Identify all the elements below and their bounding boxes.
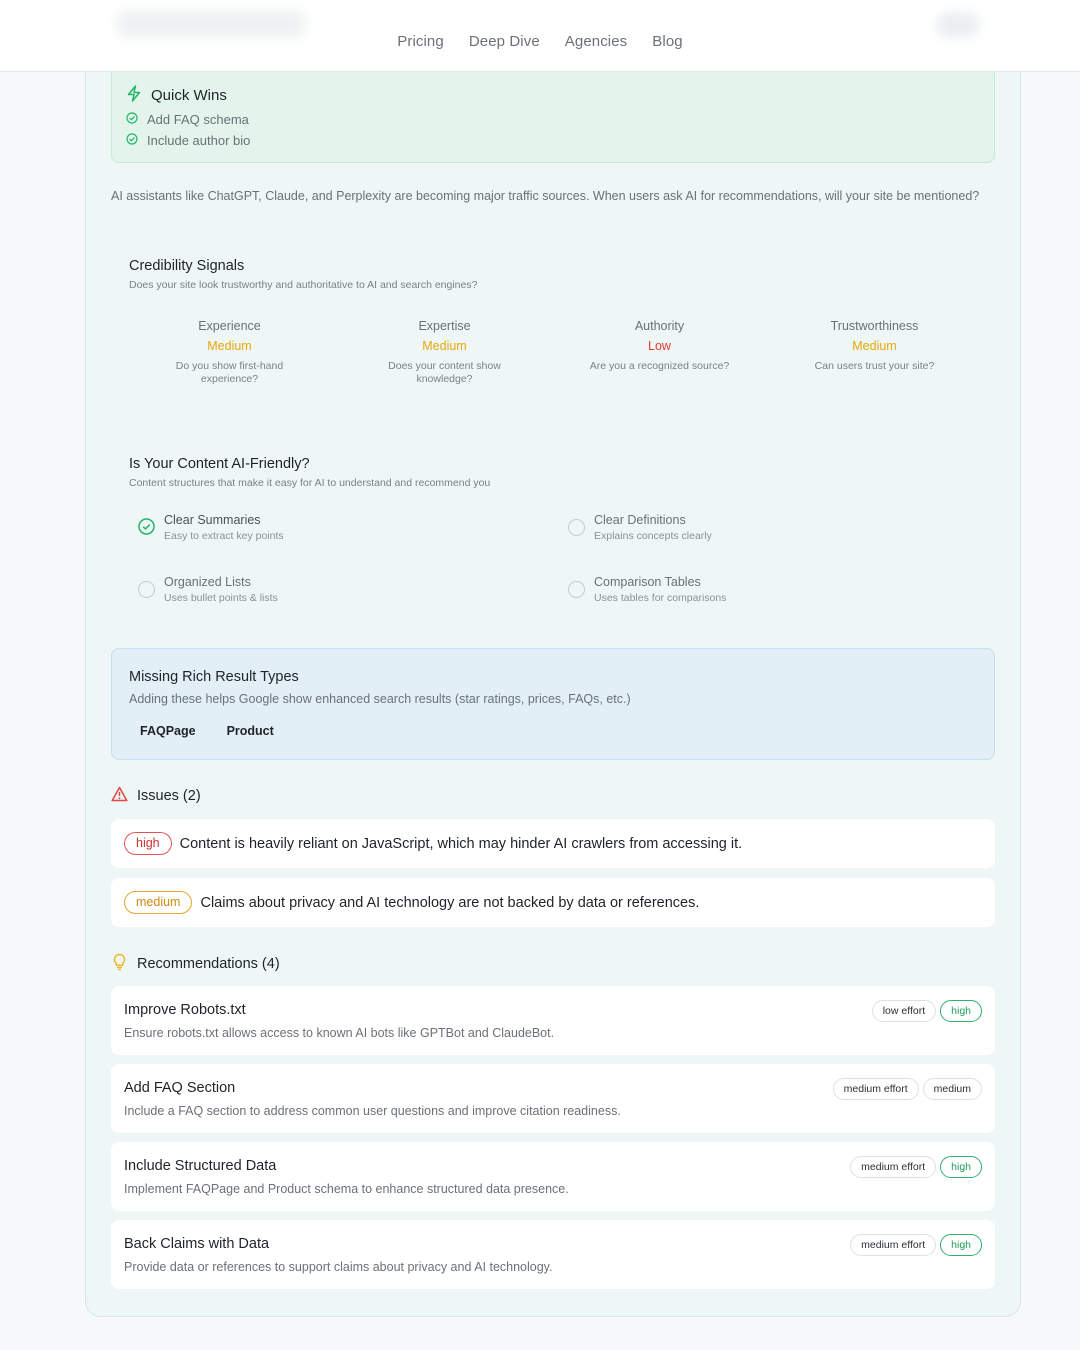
- recommendation-card: [111, 986, 995, 1055]
- quick-win-label: Add FAQ schema: [147, 112, 249, 127]
- ai-check-desc: Easy to extract key points: [164, 530, 284, 542]
- recommendation-desc: Implement FAQPage and Product schema to enhance structured data presence.: [124, 1182, 569, 1196]
- check-circle-icon: [126, 112, 138, 127]
- recommendations-heading: [111, 953, 280, 975]
- quick-win-item: [126, 133, 250, 148]
- ai-check-desc: Uses tables for comparisons: [594, 592, 727, 604]
- recommendation-desc: Include a FAQ section to address common user questions and improve citation readiness.: [124, 1104, 621, 1118]
- issue-text: Claims about privacy and AI technology are not backed by data or references.: [200, 894, 700, 911]
- recommendation-card: [111, 1064, 995, 1133]
- impact-badge: high: [940, 1234, 982, 1256]
- issues-title: Issues (2): [137, 788, 201, 804]
- ai-friendly-subtitle: Content structures that make it easy for AI to understand and recommend you: [129, 477, 491, 489]
- recommendation-desc: Ensure robots.txt allows access to known AI bots like GPTBot and ClaudeBot.: [124, 1026, 555, 1040]
- signal-question: Are you a recognized source?: [589, 360, 730, 372]
- recommendation-badges: [850, 1156, 982, 1178]
- empty-circle-icon: [568, 581, 585, 598]
- recommendation-title: Improve Robots.txt: [124, 1002, 246, 1018]
- ai-check-comparison-tables: [568, 575, 726, 604]
- ai-check-desc: Uses bullet points & lists: [164, 592, 278, 604]
- nav-pricing[interactable]: Pricing: [397, 33, 444, 50]
- issue-row: [111, 878, 995, 927]
- ai-friendly-title: Is Your Content AI-Friendly?: [129, 456, 310, 472]
- effort-badge: low effort: [872, 1000, 936, 1022]
- quick-wins-heading: [126, 85, 227, 106]
- ai-check-name: Clear Definitions: [594, 513, 686, 527]
- rich-results-subtitle: Adding these helps Google show enhanced search results (star ratings, prices, FAQs, etc.): [129, 692, 631, 706]
- severity-badge: medium: [124, 891, 192, 914]
- quick-wins-title: Quick Wins: [151, 87, 227, 104]
- nav-deep-dive[interactable]: Deep Dive: [468, 33, 540, 50]
- credibility-signal-authority: [552, 319, 767, 373]
- recommendation-title: Add FAQ Section: [124, 1080, 236, 1096]
- ai-check-desc: Explains concepts clearly: [594, 530, 712, 542]
- signal-question: Do you show first-hand experience?: [175, 360, 284, 385]
- recommendation-title: Include Structured Data: [124, 1158, 277, 1174]
- signal-level: Medium: [852, 339, 897, 353]
- rich-results-title: Missing Rich Result Types: [129, 669, 299, 685]
- nav-blog[interactable]: Blog: [652, 33, 683, 50]
- signal-level: Medium: [422, 339, 467, 353]
- signal-question: Does your content show knowledge?: [388, 360, 501, 385]
- ai-check-clear-definitions: [568, 513, 712, 542]
- blurred-account-button[interactable]: [936, 12, 980, 38]
- rich-result-tag: FAQPage: [140, 724, 196, 738]
- rich-result-tag: Product: [226, 724, 274, 738]
- signal-name: Expertise: [418, 319, 471, 333]
- ai-check-clear-summaries: [138, 513, 284, 542]
- intro-text: AI assistants like ChatGPT, Claude, and Perplexity are becoming major traffic sources. When users ask AI for recommendations, will your site be mentioned?: [111, 189, 980, 203]
- ai-check-name: Clear Summaries: [164, 513, 261, 527]
- credibility-signal-expertise: [337, 319, 552, 386]
- severity-badge: high: [124, 832, 172, 855]
- top-navbar: [0, 0, 1080, 72]
- recommendations-title: Recommendations (4): [137, 956, 280, 972]
- ai-check-name: Comparison Tables: [594, 575, 701, 589]
- effort-badge: medium effort: [850, 1234, 936, 1256]
- check-circle-icon: [126, 133, 138, 148]
- signal-level: Medium: [207, 339, 252, 353]
- rich-result-tags: [140, 724, 274, 738]
- issue-row: [111, 819, 995, 868]
- quick-win-label: Include author bio: [147, 133, 251, 148]
- quick-win-item: [126, 112, 249, 127]
- impact-badge: high: [940, 1156, 982, 1178]
- warning-triangle-icon: [111, 786, 128, 806]
- signal-level: Low: [648, 339, 671, 353]
- recommendation-card: [111, 1220, 995, 1289]
- recommendation-badges: [833, 1078, 982, 1100]
- check-circle-icon: [138, 518, 155, 542]
- credibility-title: Credibility Signals: [129, 258, 245, 274]
- nav-agencies[interactable]: Agencies: [564, 33, 628, 50]
- signal-name: Trustworthiness: [830, 319, 919, 333]
- ai-check-organized-lists: [138, 575, 278, 604]
- issues-heading: [111, 786, 201, 806]
- recommendation-desc: Provide data or references to support claims about privacy and AI technology.: [124, 1260, 553, 1274]
- signal-name: Experience: [198, 319, 261, 333]
- credibility-subtitle: Does your site look trustworthy and authoritative to AI and search engines?: [129, 279, 478, 291]
- credibility-signal-experience: [122, 319, 337, 386]
- ai-check-name: Organized Lists: [164, 575, 251, 589]
- lightbulb-icon: [111, 953, 128, 975]
- blurred-logo: [116, 10, 306, 38]
- effort-badge: medium effort: [833, 1078, 919, 1100]
- signal-name: Authority: [634, 319, 685, 333]
- empty-circle-icon: [568, 519, 585, 536]
- quick-wins-panel: [111, 66, 995, 163]
- impact-badge: medium: [923, 1078, 982, 1100]
- signal-question: Can users trust your site?: [814, 360, 935, 372]
- rich-results-panel: [111, 648, 995, 760]
- main-nav: [397, 33, 682, 50]
- empty-circle-icon: [138, 581, 155, 598]
- lightning-icon: [126, 85, 142, 106]
- recommendation-card: [111, 1142, 995, 1211]
- issue-text: Content is heavily reliant on JavaScript, which may hinder AI crawlers from accessing it.: [179, 835, 743, 852]
- impact-badge: high: [940, 1000, 982, 1022]
- recommendation-badges: [872, 1000, 982, 1022]
- credibility-signal-trustworthiness: [767, 319, 982, 373]
- recommendation-title: Back Claims with Data: [124, 1236, 270, 1252]
- effort-badge: medium effort: [850, 1156, 936, 1178]
- recommendation-badges: [850, 1234, 982, 1256]
